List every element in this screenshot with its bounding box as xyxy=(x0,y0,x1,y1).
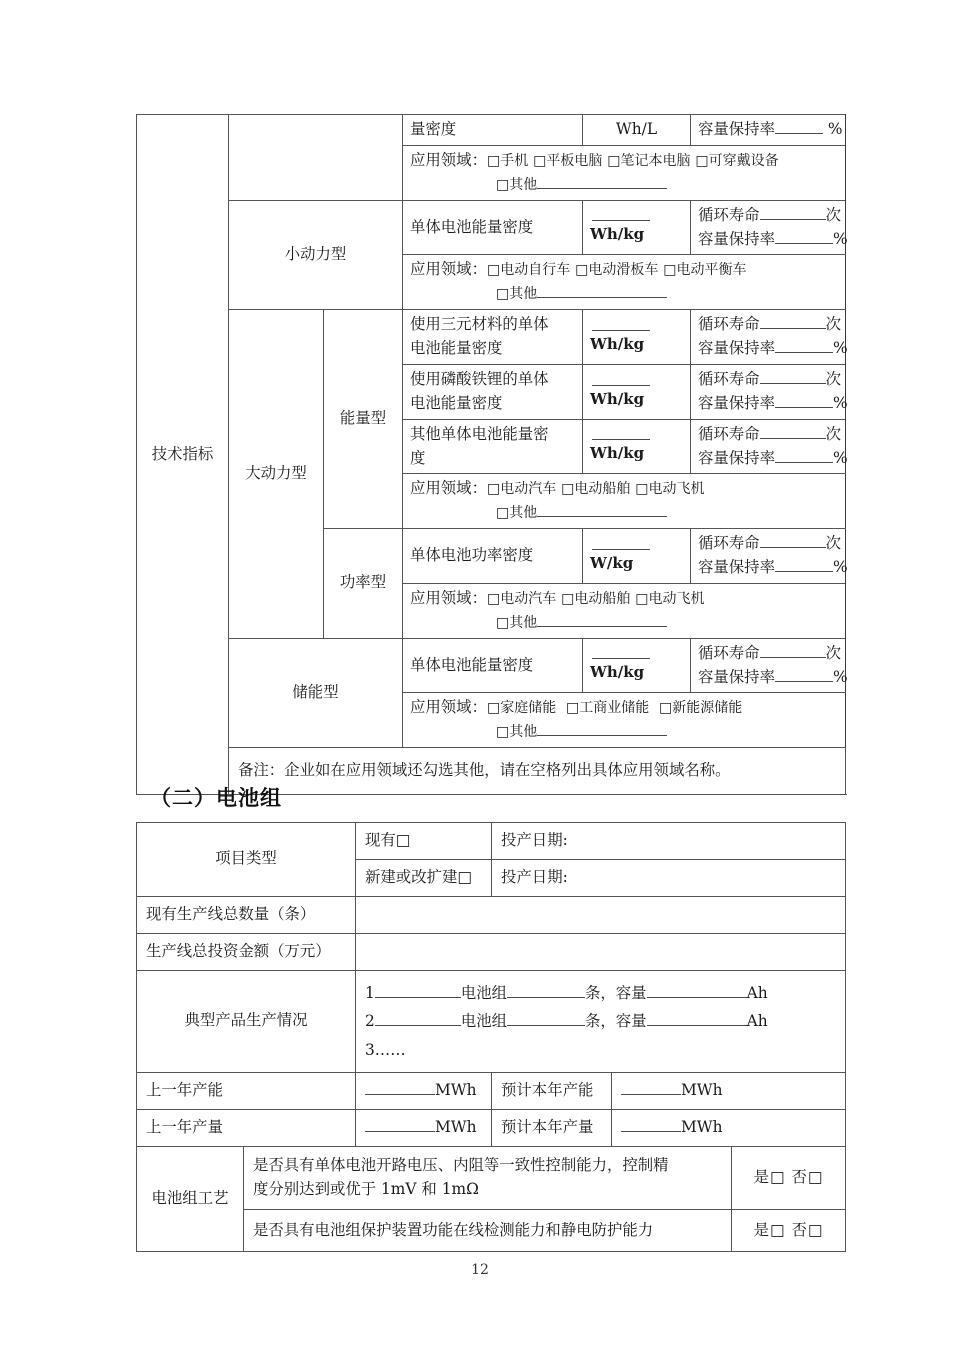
ah-unit: Ah xyxy=(746,1012,768,1030)
option-other[interactable]: □其他 xyxy=(496,724,538,741)
small-power-metric: 单体电池能量密度 xyxy=(403,200,583,255)
table-row xyxy=(137,638,846,693)
power-unit-cell xyxy=(583,529,691,584)
energy-unit-lfp: Wh/kg xyxy=(590,389,645,408)
cycle-unit: 次 xyxy=(825,315,841,334)
option-balance-car[interactable]: □电动平衡车 xyxy=(663,262,747,279)
consumer-apply-cell xyxy=(403,145,846,200)
table-row xyxy=(137,896,846,933)
retention-blank[interactable] xyxy=(775,243,833,244)
last-year-capacity-label: 上一年产能 xyxy=(137,1073,356,1110)
process-answer-1[interactable]: 是□ 否□ xyxy=(732,1146,846,1209)
section-heading-battery-pack: （二）电池组 xyxy=(150,785,282,810)
retention-unit: % xyxy=(832,393,848,412)
line-number: 1 xyxy=(365,983,375,1002)
investment-value[interactable] xyxy=(356,933,846,970)
retention-blank[interactable] xyxy=(775,681,833,682)
option-newenergy-storage[interactable]: □新能源储能 xyxy=(659,700,743,717)
cycle-label: 循环寿命 xyxy=(698,369,760,388)
table-row xyxy=(137,115,846,146)
energy-unit-other: Wh/kg xyxy=(590,444,645,463)
technical-indicators-table xyxy=(136,114,846,795)
other-blank[interactable] xyxy=(537,735,667,736)
retention-label: 容量保持率 xyxy=(698,393,775,412)
energy-metric-lfp xyxy=(403,364,583,419)
consumer-retention-cell xyxy=(691,115,846,146)
value-blank[interactable] xyxy=(592,374,650,386)
last-year-capacity-value xyxy=(356,1073,492,1110)
other-blank[interactable] xyxy=(537,297,667,298)
apply-label: 应用领域： xyxy=(410,698,487,717)
cycle-blank[interactable] xyxy=(760,219,826,220)
table-row xyxy=(137,933,846,970)
process-answer-2[interactable]: 是□ 否□ xyxy=(732,1209,846,1252)
storage-unit: Wh/kg xyxy=(590,663,645,682)
storage-life-cell xyxy=(691,638,846,693)
lines-count-value[interactable] xyxy=(356,896,846,933)
this-year-capacity-label: 预计本年产能 xyxy=(492,1073,612,1110)
retention-unit: % xyxy=(832,229,848,248)
value-blank[interactable] xyxy=(592,319,650,331)
output-blank[interactable] xyxy=(621,1131,681,1132)
power-apply-cell xyxy=(403,583,846,638)
option-eplane[interactable]: □电动飞机 xyxy=(635,590,705,607)
option-eplane[interactable]: □电动飞机 xyxy=(635,481,705,498)
small-power-unit-cell xyxy=(583,200,691,255)
table-row xyxy=(137,823,846,860)
cycle-blank[interactable] xyxy=(760,383,826,384)
typical-production-value xyxy=(356,970,846,1073)
retention-label: 容量保持率 xyxy=(698,667,775,686)
energy-life-cell-other xyxy=(691,419,846,474)
metric-line1: 使用磷酸铁锂的单体 xyxy=(410,369,549,388)
page-number: 12 xyxy=(471,1262,489,1278)
option-eboat[interactable]: □电动船舶 xyxy=(561,590,631,607)
storage-unit-cell xyxy=(583,638,691,693)
apply-label: 应用领域： xyxy=(410,150,487,169)
energy-unit-cell-lfp xyxy=(583,364,691,419)
option-tablet[interactable]: □平板电脑 xyxy=(533,152,603,169)
energy-metric-ncm xyxy=(403,310,583,365)
energy-metric-other xyxy=(403,419,583,474)
small-power-apply-cell xyxy=(403,255,846,310)
cycle-label: 循环寿命 xyxy=(698,534,760,553)
battery-pack-table xyxy=(136,822,846,1252)
cycle-blank[interactable] xyxy=(760,438,826,439)
storage-apply-cell xyxy=(403,693,846,748)
cycle-unit: 次 xyxy=(825,369,841,388)
option-laptop[interactable]: □笔记本电脑 xyxy=(607,152,691,169)
pack-word: 电池组 xyxy=(460,983,507,1002)
retention-blank[interactable] xyxy=(775,407,833,408)
table-row xyxy=(137,1109,846,1146)
small-power-category: 小动力型 xyxy=(229,200,403,310)
retention-label: 容量保持率 xyxy=(698,229,775,248)
process-question-1 xyxy=(244,1146,732,1209)
option-other[interactable]: □其他 xyxy=(496,614,538,631)
capacity-blank[interactable] xyxy=(647,997,747,998)
value-blank[interactable] xyxy=(592,209,650,221)
this-year-capacity-value xyxy=(612,1073,846,1110)
table-row xyxy=(137,970,846,1073)
this-year-output-label: 预计本年产量 xyxy=(492,1109,612,1146)
typical-line-2[interactable] xyxy=(365,1007,836,1036)
capacity-blank[interactable] xyxy=(621,1094,681,1095)
table-row xyxy=(137,200,846,255)
apply-label: 应用领域： xyxy=(410,588,487,607)
metric-line1: 其他单体电池能量密 xyxy=(410,424,549,443)
last-year-output-value xyxy=(356,1109,492,1146)
project-type-label: 项目类型 xyxy=(137,823,356,897)
other-blank[interactable] xyxy=(537,188,667,189)
metric-line1: 使用三元材料的单体 xyxy=(410,315,549,334)
retention-blank[interactable] xyxy=(775,133,823,134)
this-year-output-value xyxy=(612,1109,846,1146)
retention-unit: % xyxy=(832,339,848,357)
investment-label: 生产线总投资金额（万元） xyxy=(137,933,356,970)
cycle-label: 循环寿命 xyxy=(698,315,760,334)
option-commercial-storage[interactable]: □工商业储能 xyxy=(566,700,650,717)
option-ev[interactable]: □电动汽车 xyxy=(486,481,557,498)
energy-apply-cell xyxy=(403,474,846,529)
line-number: 2 xyxy=(365,1012,375,1030)
table-row xyxy=(137,310,846,365)
retention-blank[interactable] xyxy=(775,462,833,463)
energy-life-cell-ncm xyxy=(691,310,846,365)
option-other[interactable]: □其他 xyxy=(496,286,538,303)
product-name-blank[interactable] xyxy=(375,997,461,998)
cycle-label: 循环寿命 xyxy=(698,424,760,443)
cycle-blank[interactable] xyxy=(760,328,826,329)
power-metric: 单体电池功率密度 xyxy=(403,529,583,584)
pack-process-label: 电池组工艺 xyxy=(137,1146,244,1252)
typical-line-1[interactable] xyxy=(365,979,836,1008)
small-power-unit: Wh/kg xyxy=(590,225,645,244)
consumer-metric: 量密度 xyxy=(403,115,583,146)
project-new-date-label[interactable]: 投产日期: xyxy=(492,859,846,896)
retention-label: 容量保持率 xyxy=(698,558,775,576)
power-unit: W/kg xyxy=(590,553,634,572)
option-eboat[interactable]: □电动船舶 xyxy=(561,481,631,498)
retention-label: 容量保持率 xyxy=(698,120,775,138)
mwh-unit: MWh xyxy=(435,1081,477,1099)
product-name-blank[interactable] xyxy=(375,1025,461,1026)
count-blank[interactable] xyxy=(507,1025,585,1026)
capacity-blank[interactable] xyxy=(365,1094,435,1095)
retention-unit: % xyxy=(832,448,848,467)
project-existing-date-label[interactable]: 投产日期: xyxy=(492,823,846,860)
table-row xyxy=(137,1209,846,1252)
retention-label: 容量保持率 xyxy=(698,339,775,357)
retention-blank[interactable] xyxy=(775,352,833,353)
cycle-label: 循环寿命 xyxy=(698,643,760,662)
output-blank[interactable] xyxy=(365,1131,435,1132)
apply-label: 应用领域： xyxy=(410,260,487,279)
retention-unit: % xyxy=(827,120,843,138)
metric-line2: 度 xyxy=(410,448,426,467)
consumer-category-cell xyxy=(229,115,403,201)
option-home-storage[interactable]: □家庭储能 xyxy=(486,700,557,717)
mwh-unit: MWh xyxy=(435,1117,477,1136)
table-row xyxy=(137,1146,846,1209)
lines-count-label: 现有生产线总数量（条） xyxy=(137,896,356,933)
option-ev[interactable]: □电动汽车 xyxy=(486,590,557,607)
energy-type-label: 能量型 xyxy=(324,310,403,529)
cycle-unit: 次 xyxy=(825,534,841,553)
count-blank[interactable] xyxy=(507,997,585,998)
question-line2: 度分别达到或优于 1mV 和 1mΩ xyxy=(253,1179,479,1198)
large-power-category: 大动力型 xyxy=(229,310,324,639)
retention-unit: % xyxy=(832,667,848,686)
table-row xyxy=(137,1073,846,1110)
retention-label: 容量保持率 xyxy=(698,448,775,467)
option-wearable[interactable]: □可穿戴设备 xyxy=(695,152,779,169)
option-other[interactable]: □其他 xyxy=(496,505,538,522)
cycle-unit: 次 xyxy=(825,205,841,224)
project-new-checkbox[interactable]: 新建或改扩建□ xyxy=(356,859,492,896)
cycle-blank[interactable] xyxy=(760,547,826,548)
other-blank[interactable] xyxy=(537,516,667,517)
question-line1: 是否具有单体电池开路电压、内阻等一致性控制能力，控制精 xyxy=(253,1155,669,1174)
energy-unit-cell-other xyxy=(583,419,691,474)
ah-unit: Ah xyxy=(746,983,768,1002)
remark-cell: 备注：企业如在应用领域还勾选其他，请在空格列出具体应用领域名称。 xyxy=(229,748,846,795)
storage-category: 储能型 xyxy=(229,638,403,748)
process-question-2: 是否具有电池组保护装置功能在线检测能力和静电防护能力 xyxy=(244,1209,732,1252)
option-escooter[interactable]: □电动滑板车 xyxy=(575,262,659,279)
cycle-unit: 次 xyxy=(825,424,841,443)
energy-unit-cell-ncm xyxy=(583,310,691,365)
power-life-cell xyxy=(691,529,846,584)
value-blank[interactable] xyxy=(592,428,650,440)
typical-production-label: 典型产品生产情况 xyxy=(137,970,356,1073)
metric-line2: 电池能量密度 xyxy=(410,339,503,357)
value-blank[interactable] xyxy=(592,647,650,659)
mwh-unit: MWh xyxy=(681,1081,723,1099)
mwh-unit: MWh xyxy=(681,1117,723,1136)
pack-word: 电池组 xyxy=(460,1012,507,1030)
other-blank[interactable] xyxy=(537,626,667,627)
storage-metric: 单体电池能量密度 xyxy=(403,638,583,693)
project-existing-checkbox[interactable]: 现有□ xyxy=(356,823,492,860)
option-ebike[interactable]: □电动自行车 xyxy=(486,262,571,279)
cycle-unit: 次 xyxy=(825,643,841,662)
consumer-unit: Wh/L xyxy=(583,115,691,146)
energy-life-cell-lfp xyxy=(691,364,846,419)
tiao-word: 条，容量 xyxy=(585,983,647,1002)
small-power-life-cell xyxy=(691,200,846,255)
option-phone[interactable]: □手机 xyxy=(486,152,529,169)
cycle-blank[interactable] xyxy=(760,657,826,658)
retention-blank[interactable] xyxy=(775,571,833,572)
cycle-label: 循环寿命 xyxy=(698,205,760,224)
option-other[interactable]: □其他 xyxy=(496,176,538,193)
capacity-blank[interactable] xyxy=(647,1025,747,1026)
value-blank[interactable] xyxy=(592,538,650,550)
retention-unit: % xyxy=(832,558,848,576)
metric-line2: 电池能量密度 xyxy=(410,393,503,412)
apply-label: 应用领域： xyxy=(410,479,487,498)
tiao-word: 条，容量 xyxy=(585,1012,647,1030)
typical-line-3: 3…… xyxy=(365,1040,406,1059)
tech-indicator-label: 技术指标 xyxy=(137,115,229,795)
last-year-output-label: 上一年产量 xyxy=(137,1109,356,1146)
power-type-label: 功率型 xyxy=(324,529,403,639)
energy-unit-ncm: Wh/kg xyxy=(590,334,645,353)
